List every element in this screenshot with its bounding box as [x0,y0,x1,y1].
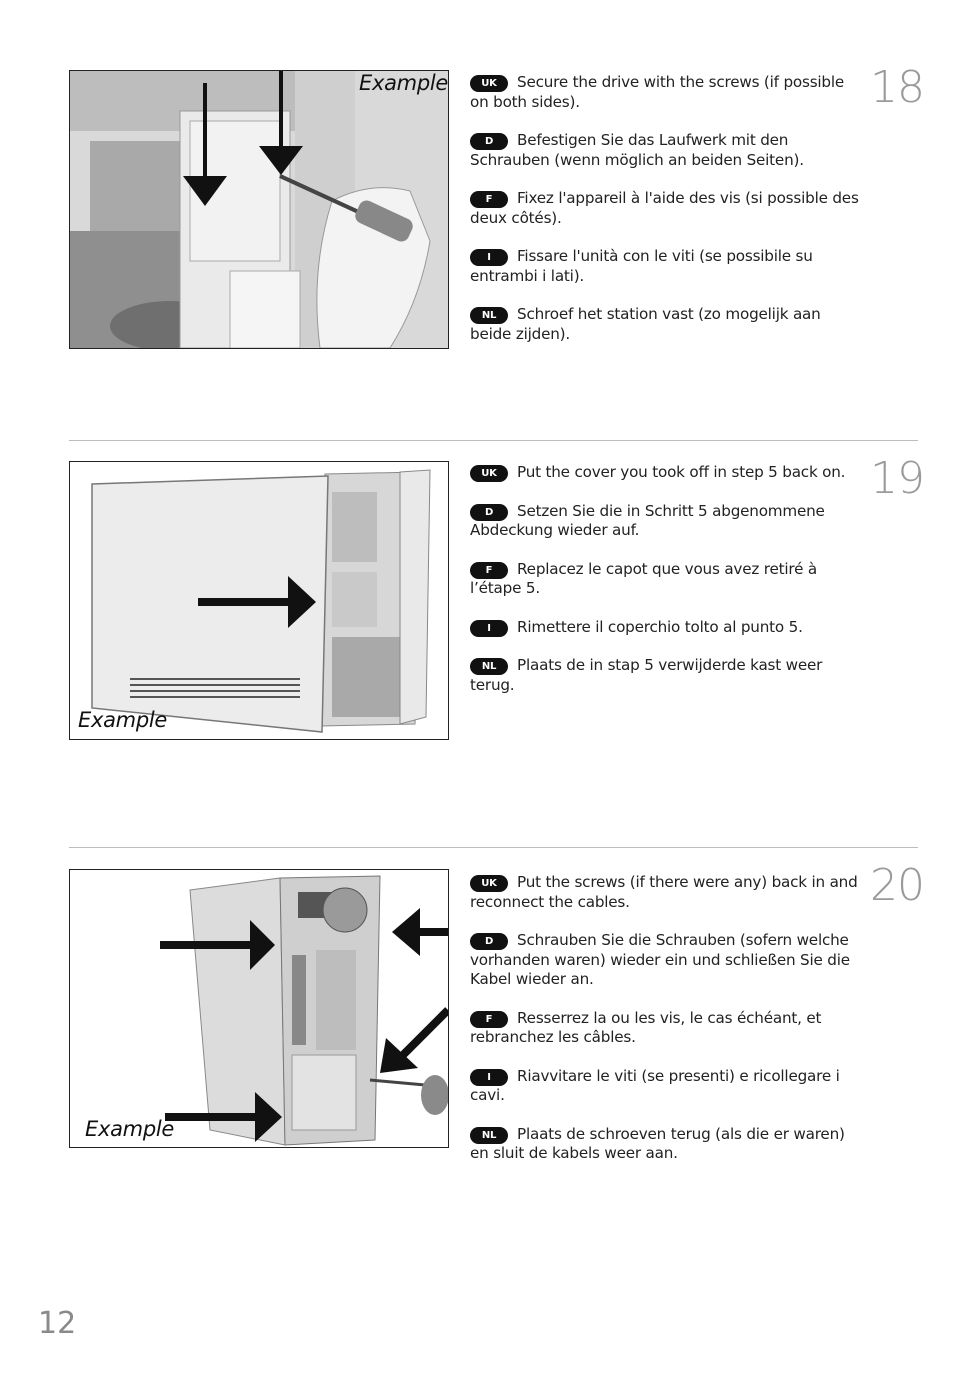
lang-badge: F [470,562,508,579]
lang-badge: UK [470,875,508,892]
drive-bay-illustration [70,71,448,348]
lang-badge: D [470,133,508,150]
rear-case-illustration [70,870,448,1147]
instruction-i: I Fissare l'unità con le viti (se possibile su entrambi i lati). [470,247,813,285]
instruction-uk: UK Secure the drive with the screws (if possible on both sides). [470,73,845,111]
lang-badge: F [470,1011,508,1028]
lang-badge: D [470,504,508,521]
lang-badge: F [470,191,508,208]
instruction-f: F Resserrez la ou les vis, le cas échéant, et rebranchez les câbles. [470,1008,822,1046]
instruction-uk: UK Put the cover you took off in step 5 back on. [470,463,862,483]
step-19-instructions [470,463,862,714]
lang-badge: NL [470,658,508,675]
step-20-instructions [470,873,862,1183]
step-18-photo [69,70,449,349]
cover-illustration [70,462,448,739]
instruction-d: D Setzen Sie die in Schritt 5 abgenommene Abdeckung wieder auf. [470,501,825,539]
instruction-i: I Riavvitare le viti (se presenti) e ricollegare i cavi. [470,1066,840,1104]
lang-badge: I [470,249,508,266]
step-18-instructions [470,73,862,363]
instruction-nl: NL Schroef het station vast (zo mogelijk aan beide zijden). [470,305,821,343]
lang-badge: NL [470,1127,508,1144]
instruction-uk: UK Put the screws (if there were any) back in and reconnect the cables. [470,873,858,911]
instruction-f: F Replacez le capot que vous avez retiré à l’étape 5. [470,559,817,597]
instruction-nl: NL Plaats de schroeven terug (als die er waren) en sluit de kabels weer aan. [470,1124,845,1162]
step-number: 19 [870,453,924,504]
lang-badge: D [470,933,508,950]
lang-badge: I [470,1069,508,1086]
example-label: Example [359,71,449,95]
divider [69,847,918,848]
lang-badge: NL [470,307,508,324]
instruction-d: D Befestigen Sie das Laufwerk mit den Schrauben (wenn möglich an beiden Seiten). [470,131,804,169]
step-20-photo [69,869,449,1148]
step-number: 20 [870,860,924,911]
step-number: 18 [870,62,924,113]
example-label: Example [85,1117,175,1141]
divider [69,440,918,441]
instruction-f: F Fixez l'appareil à l'aide des vis (si possible des deux côtés). [470,189,859,227]
instruction-i: I Rimettere il coperchio tolto al punto 5. [470,618,862,638]
lang-badge: UK [470,75,508,92]
step-19-photo [69,461,449,740]
page-number: 12 [38,1306,77,1341]
lang-badge: I [470,620,508,637]
instruction-d: D Schrauben Sie die Schrauben (sofern welche vorhanden waren) wieder ein und schließen Sie die Kabel wieder an. [470,931,850,988]
lang-badge: UK [470,465,508,482]
example-label: Example [78,708,168,732]
instruction-nl: NL Plaats de in stap 5 verwijderde kast weer terug. [470,656,823,694]
